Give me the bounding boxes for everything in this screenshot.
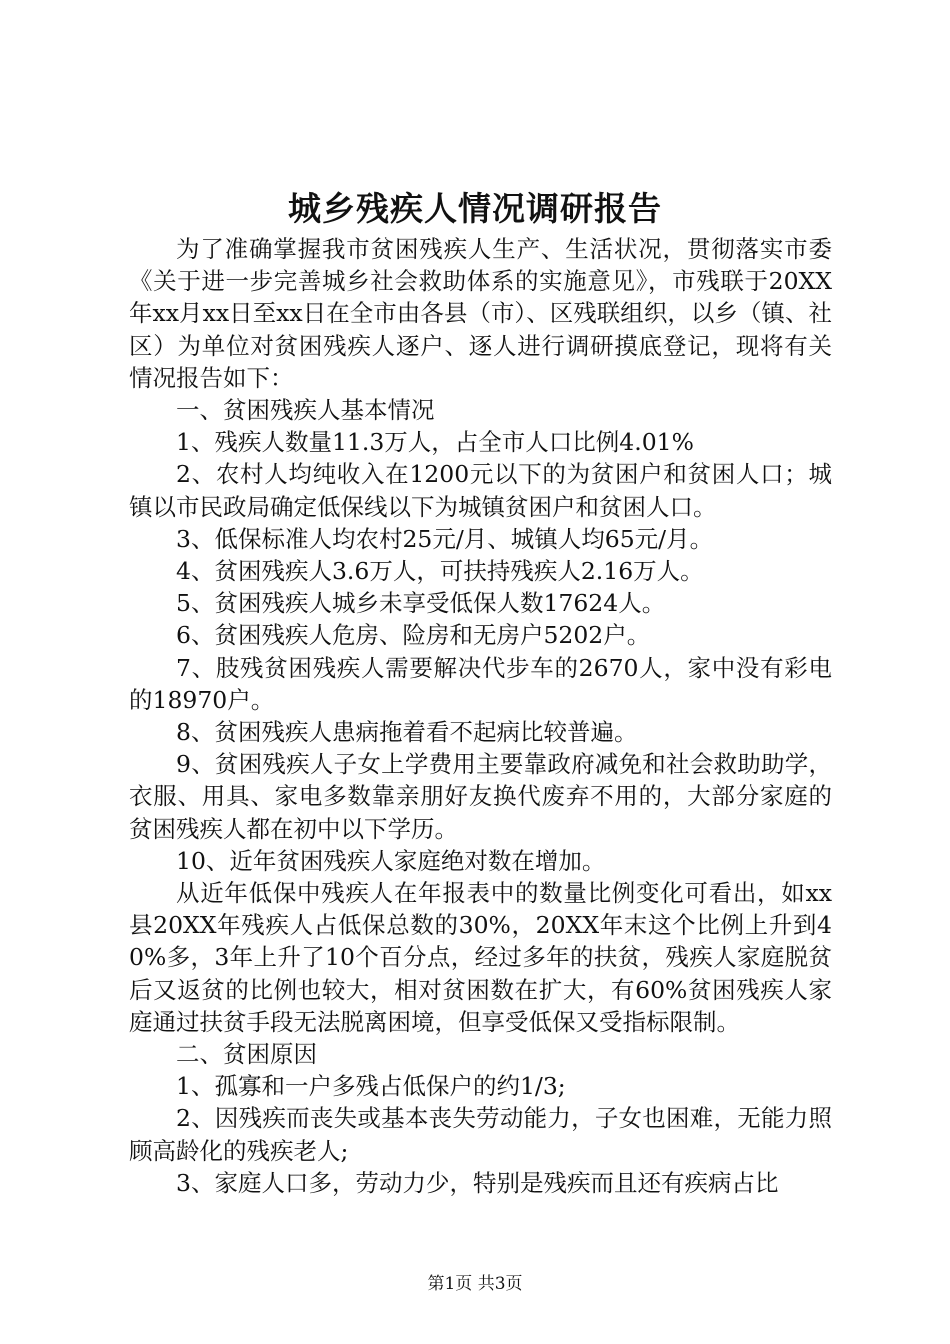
list-item-9: 9、贫困残疾人子女上学费用主要靠政府减免和社会救助助学，衣服、用具、家电多数靠亲朋好友换代废弃不用的，大部分家庭的贫困残疾人都在初中以下学历。 [129, 750, 832, 843]
section-heading-1: 一、贫困残疾人基本情况 [176, 396, 435, 425]
list-item-8: 8、贫困残疾人患病拖着看不起病比较普遍。 [176, 718, 638, 747]
list-item-4: 4、贫困残疾人3.6万人，可扶持残疾人2.16万人。 [176, 557, 704, 586]
list-item-7: 7、肢残贫困残疾人需要解决代步车的2670人，家中没有彩电的18970户。 [129, 653, 832, 714]
page-footer: 第1页 共3页 [427, 1274, 523, 1294]
cause-item-1: 1、孤寡和一户多残占低保户的约1/3; [176, 1072, 566, 1101]
list-item-2: 2、农村人均纯收入在1200元以下的为贫困户和贫困人口；城镇以市民政局确定低保线以下为城镇贫困户和贫困人口。 [129, 460, 832, 521]
section-heading-2: 二、贫困原因 [176, 1040, 317, 1069]
list-item-10: 10、近年贫困残疾人家庭绝对数在增加。 [176, 846, 606, 875]
document-body [129, 233, 832, 1199]
intro-paragraph: 为了准确掌握我市贫困残疾人生产、生活状况，贯彻落实市委《关于进一步完善城乡社会救助体系的实施意见》，市残联于20XX年xx月xx日至xx日在全市由各县（市）、区残联组织，以乡（镇、社区）为单位对贫困残疾人逐户、逐人进行调研摸底登记，现将有关情况报告如下： [129, 235, 832, 392]
cause-item-3: 3、家庭人口多，劳动力少，特别是残疾而且还有疾病占比 [176, 1168, 779, 1197]
list-item-6: 6、贫困残疾人危房、险房和无房户5202户。 [176, 621, 651, 650]
list-item-1: 1、残疾人数量11.3万人，占全市人口比例4.01% [176, 428, 694, 457]
list-item-5: 5、贫困残疾人城乡未享受低保人数17624人。 [176, 589, 666, 618]
analysis-paragraph: 从近年低保中残疾人在年报表中的数量比例变化可看出，如xx县20XX年残疾人占低保总数的30%，20XX年末这个比例上升到40%多，3年上升了10个百分点，经过多年的扶贫，残疾人家庭脱贫后又返贫的比例也较大，相对贫困数在扩大，有60%贫困残疾人家庭通过扶贫手段无法脱离困境，但享受低保又受指标限制。 [129, 879, 832, 1036]
document-title: 城乡残疾人情况调研报告 [288, 189, 662, 228]
cause-item-2: 2、因残疾而丧失或基本丧失劳动能力，子女也困难，无能力照顾高龄化的残疾老人; [129, 1104, 832, 1165]
list-item-3: 3、低保标准人均农村25元/月、城镇人均65元/月。 [176, 524, 714, 553]
